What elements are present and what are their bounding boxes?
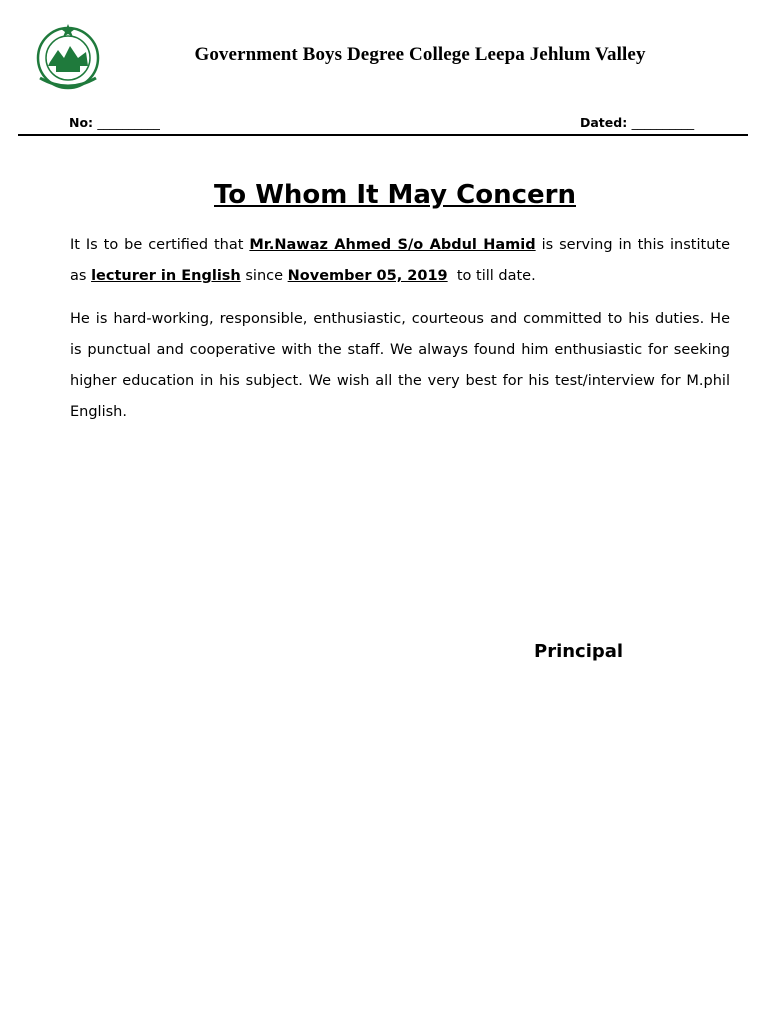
certificate-paragraph-2: He is hard-working, responsible, enthusiastic, courteous and committed to his duties. He is punctual and cooperative with the staff. We always found him enthusiastic for seeking higher education in his subject. We wish all the very best for his test/interview for M.phil English. [70, 311, 730, 420]
page-title: To Whom It May Concern [214, 180, 576, 210]
employee-post: lecturer in English [91, 268, 241, 284]
p1-text-b: is serving in this institute as [70, 237, 730, 284]
p1-text-c: since [240, 268, 288, 284]
employee-name: Mr.Nawaz Ahmed S/o Abdul Hamid [249, 237, 536, 253]
header-divider [18, 134, 748, 136]
signature-title: Principal [534, 641, 624, 662]
ref-no-blank: __________ [97, 115, 160, 130]
service-start-date: November 05, 2019 [287, 268, 448, 284]
certificate-paragraph-1 [70, 230, 730, 292]
ref-dated-blank: __________ [631, 115, 695, 130]
p1-text-a: It Is to be certified that [70, 237, 250, 253]
ref-dated-label: Dated: [580, 115, 628, 130]
college-name: Government Boys Degree College Leepa Jehlum Valley [194, 44, 646, 65]
college-logo-icon [26, 22, 110, 94]
reference-date [580, 115, 694, 130]
ref-no-label: No: [69, 115, 94, 130]
p1-text-d: to till date. [447, 268, 536, 284]
reference-number [69, 115, 160, 130]
